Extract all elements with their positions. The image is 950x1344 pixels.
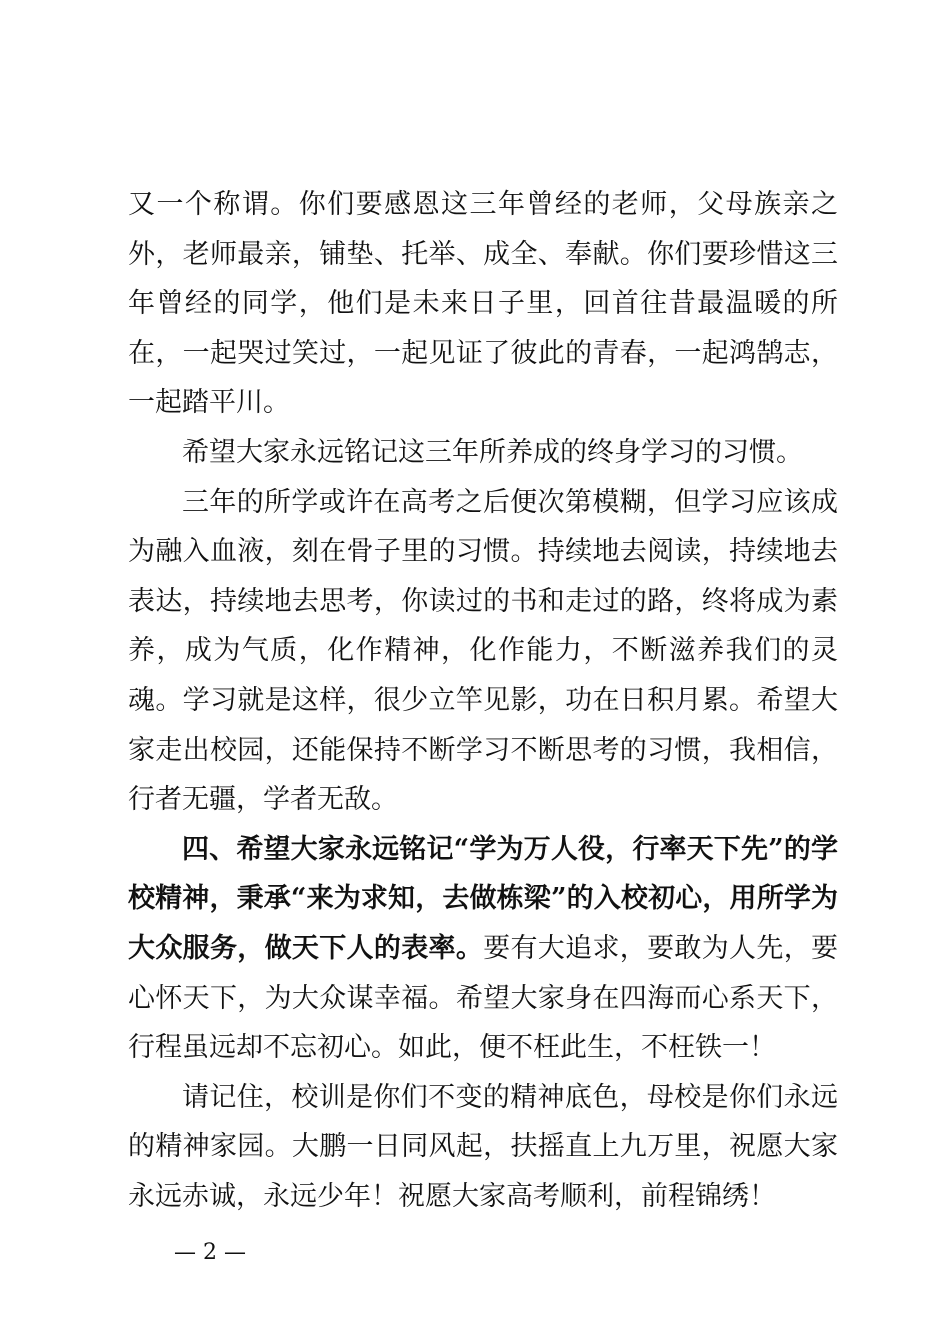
paragraph-heading-bold: 四、希望大家永远铭记“学为万人役，行率天下先”的学校精神，秉承“来为求知，去做栋梁”的入校初心，用所学为大众服务，做天下人的表率。 — [128, 833, 838, 964]
paragraph-text: 请记住，校训是你们不变的精神底色，母校是你们永远的精神家园。大鹏一日同风起，扶摇直上九万里，祝愿大家永远赤诚，永远少年！祝愿大家高考顺利，前程锦绣！ — [128, 1081, 838, 1212]
paragraph-text: 三年的所学或许在高考之后便次第模糊，但学习应该成为融入血液，刻在骨子里的习惯。持续地去阅读，持续地去表达，持续地去思考，你读过的书和走过的路，终将成为素养，成为气质，化作精神，化作能力，不断滋养我们的灵魂。学习就是这样，很少立竿见影，功在日积月累。希望大家走出校园，还能保持不断学习不断思考的习惯，我相信，行者无疆，学者无敌。 — [128, 486, 838, 816]
paragraph-school-spirit — [128, 825, 838, 1073]
paragraph-closing — [128, 1073, 838, 1222]
paragraph-learning-habit — [128, 478, 838, 825]
document-body — [128, 180, 838, 1221]
paragraph-text: 又一个称谓。你们要感恩这三年曾经的老师，父母族亲之外，老师最亲，铺垫、托举、成全、奉献。你们要珍惜这三年曾经的同学，他们是未来日子里，回首往昔最温暖的所在，一起哭过笑过，一起见证了彼此的青春，一起鸿鹄志，一起踏平川。 — [128, 189, 838, 419]
paragraph-text: 希望大家永远铭记这三年所养成的终身学习的习惯。 — [182, 436, 803, 468]
paragraph-continuation — [128, 180, 838, 428]
paragraph-text: 要有大追求，要敢为人先，要心怀天下，为大众谋幸福。希望大家身在四海而心系天下，行程虽远却不忘初心。如此，便不枉此生，不枉铁一！ — [128, 932, 839, 1064]
paragraph-lifelong-learning — [128, 428, 838, 478]
page-number: — 2 — — [174, 1240, 246, 1265]
